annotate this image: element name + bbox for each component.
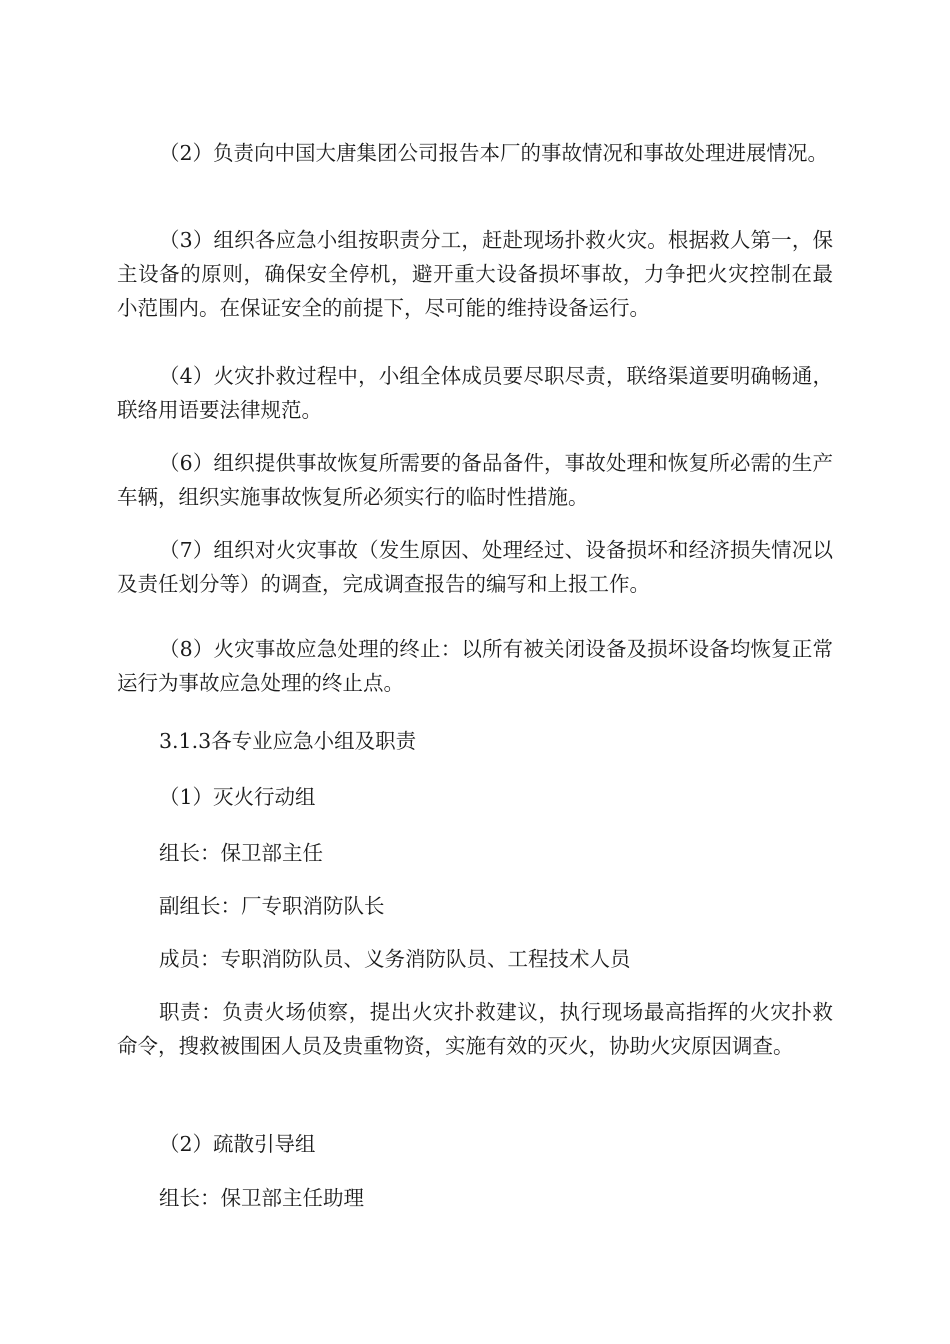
firefighting-deputy-leader: 副组长：厂专职消防队长 [159, 893, 385, 918]
evacuation-leader: 组长：保卫部主任助理 [159, 1185, 364, 1210]
subsection-firefighting-group: （1）灭火行动组 [159, 784, 316, 809]
section-heading: 3.1.3各专业应急小组及职责 [159, 728, 417, 753]
paragraph-spare-parts: （6）组织提供事故恢复所需要的备品备件，事故处理和恢复所必需的生产车辆，组织实施事故恢复所必须实行的临时性措施。 [117, 450, 833, 509]
firefighting-leader: 组长：保卫部主任 [159, 840, 323, 865]
firefighting-duties: 职责：负责火场侦察，提出火灾扑救建议，执行现场最高指挥的火灾扑救命令，搜救被围困人员及贵重物资，实施有效的灭火，协助火灾原因调查。 [117, 999, 833, 1058]
subsection-evacuation-group: （2）疏散引导组 [159, 1131, 316, 1156]
paragraph-termination: （8）火灾事故应急处理的终止：以所有被关闭设备及损坏设备均恢复正常运行为事故应急处理的终止点。 [117, 636, 833, 695]
paragraph-investigation: （7）组织对火灾事故（发生原因、处理经过、设备损坏和经济损失情况以及责任划分等）的调查，完成调查报告的编写和上报工作。 [117, 537, 833, 596]
firefighting-members: 成员：专职消防队员、义务消防队员、工程技术人员 [159, 946, 631, 971]
paragraph-report-to-group: （2）负责向中国大唐集团公司报告本厂的事故情况和事故处理进展情况。 [159, 140, 829, 165]
paragraph-communication: （4）火灾扑救过程中，小组全体成员要尽职尽责，联络渠道要明确畅通，联络用语要法律规范。 [117, 363, 833, 422]
paragraph-organize-teams: （3）组织各应急小组按职责分工，赶赴现场扑救火灾。根据救人第一，保主设备的原则，确保安全停机，避开重大设备损坏事故，力争把火灾控制在最小范围内。在保证安全的前提下，尽可能的维持设备运行。 [117, 227, 833, 320]
